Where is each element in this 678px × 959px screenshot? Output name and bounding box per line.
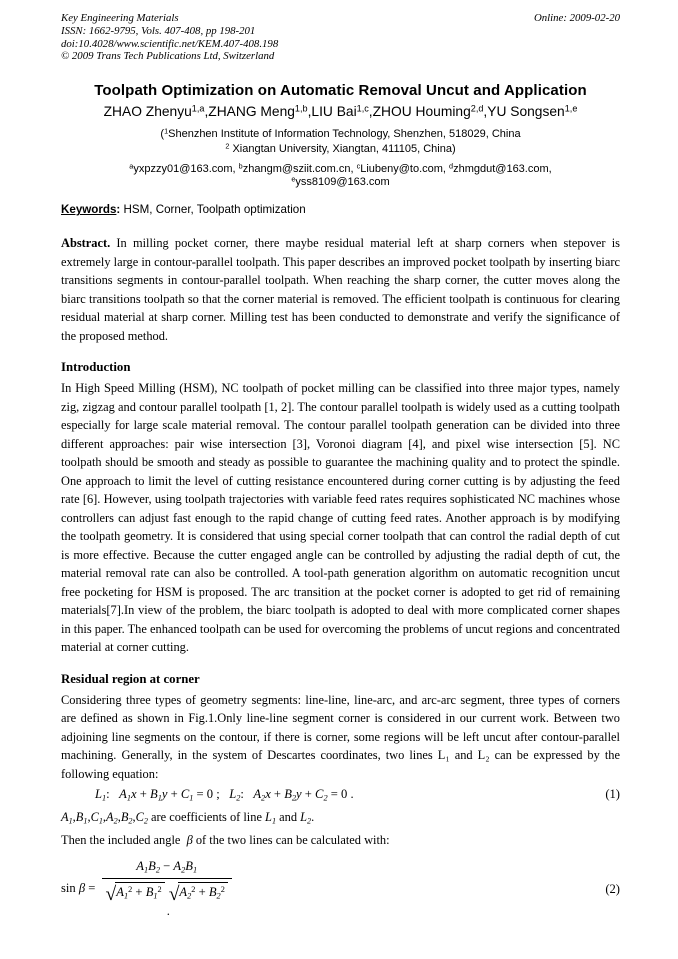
copyright-line: © 2009 Trans Tech Publications Ltd, Switzerland xyxy=(61,50,275,63)
sqrt-icon: √ xyxy=(168,883,180,905)
introduction-paragraph: In High Speed Milling (HSM), NC toolpath of pocket milling can be classified into three major types, namely zig, zigzag and contour parallel toolpath [1, 2]. The contour parallel toolpath is widely used as a cutting toolpath especially for large scale material removal. The contour parallel toolpath generation can be divided into three different approaches: pair wise intersection [3], Voronoi diagram [4], and pixel wise intersection [5]. NC toolpath should be smooth and steady as possible to guarantee the machining quality and to protect the spindle. One approach to limit the level of cutting resistance encountered during corner cutting is by adjusting the feed rate [6]. However, using toolpath trajectories with variable feed rates requires sophisticated NC machines whose controllers can adjust fast enough to the rapid change of cutting feed rates. Another approach is by modifying the toolpath geometry. It is considered that using special corner toolpath that can control the radial depth of cut is more effective. Because the cutter engaged angle can be controlled by adjusting the radial depth of cut, the material removal rate can also be controlled. A tool-path generation algorithm on automatic recognition uncut free pocketing for HSM is proposed. The arc transition at the pocket corner is adopted to get rid of remaining materials[7].In view of the problem, the biarc toolpath is adopted to deal with more complicated corner shapes in this paper. The enhanced toolpath can be used for overcoming the problems of uncut regions and concentrated material at corner cutting. xyxy=(61,381,620,655)
radical-1 xyxy=(105,882,165,905)
fraction-denominator xyxy=(102,878,232,905)
equation-2-body xyxy=(61,857,235,921)
issn-line: ISSN: 1662-9795, Vols. 407-408, pp 198-201 xyxy=(61,24,256,37)
abstract-label: Abstract. xyxy=(61,236,111,251)
keywords-label: Keywords xyxy=(61,203,117,217)
equation-2-number: (2) xyxy=(605,881,620,896)
abstract xyxy=(61,234,620,345)
radical-1-body: $A_1^2 + B_1^2$ xyxy=(115,882,164,902)
fraction xyxy=(102,857,232,921)
section-heading-residual-region: Residual region at corner xyxy=(61,671,200,686)
equation-1-number: (1) xyxy=(605,787,620,802)
residual-region-paragraph: Considering three types of geometry segments: line-line, line-arc, and arc-arc segment, three types of corners are defined as shown in Fig.1.Only line-line segment corner is considered in our current work. Between two adjoining line segments on the contour, if there is corner, some regions will be left uncut after contour-parallel machining. Generally, in the system of Descartes coordinates, two lines L₁ and L₂ can be expressed by the following equation: xyxy=(61,692,620,781)
keywords-line xyxy=(61,203,620,216)
radical-2 xyxy=(168,882,228,905)
fraction-numerator: $A_1B_2 - A_2B_1$ xyxy=(136,859,198,875)
equation-2 xyxy=(61,857,620,921)
doi-line: doi:10.4028/www.scientific.net/KEM.407-408.198 xyxy=(61,37,279,50)
affiliation-2: $^2$ Xiangtan University, Xiangtan, 411105, China) xyxy=(225,141,456,156)
abstract-text: In milling pocket corner, there maybe residual material left at sharp corners when stepover is extremely large in contour-parallel toolpath. This paper describes an improved pocket toolpath by inserting biarc transitions segments in contour-parallel toolpath. When reaching the sharp corner, the cutter moves along the biarc transitions toolpath so that the corner material is removed. The efficient toolpath is continuous for clearing residual material at sharp corner. Milling test has been conducted to demonstrate and verify the significance of the proposed method. xyxy=(61,236,620,343)
keywords-value: HSM, Corner, Toolpath optimization xyxy=(123,203,306,217)
included-angle-line: Then the included angle β of the two lines can be calculated with: xyxy=(61,832,390,847)
equation-2-trailing: . xyxy=(163,904,170,919)
coefficients-line: $A_1,B_1,C_1,A_2,B_2,C_2$ are coefficients of line $L_1$ and $L_2$. xyxy=(61,810,315,826)
equation-1 xyxy=(61,785,620,804)
sqrt-icon: √ xyxy=(105,883,117,905)
online-date: Online: 2009-02-20 xyxy=(533,12,620,24)
authors-line: ZHAO Zhenyu$^{1,a}$,ZHANG Meng$^{1,b}$,LIU Bai$^{1,c}$,ZHOU Houming$^{2,d}$,YU Songsen$^{1,e}$ xyxy=(103,103,578,120)
journal-header xyxy=(61,12,620,63)
section-heading-introduction: Introduction xyxy=(61,360,131,375)
author-emails-line-2: $^e$yss8109@163.com xyxy=(291,174,390,189)
keywords-colon: : xyxy=(116,203,121,217)
journal-name: Key Engineering Materials xyxy=(61,12,179,24)
journal-info xyxy=(61,12,278,63)
radical-2-body: $A_2^2 + B_2^2$ xyxy=(178,882,227,902)
page-title: Toolpath Optimization on Automatic Removal Uncut and Application xyxy=(94,82,587,100)
equation-2-lhs: sin β = xyxy=(61,881,99,896)
author-emails-line-1: $^a$yxpzzy01@163.com, $^b$zhangm@sziit.com.cn, $^c$Liubeny@to.com, $^d$zhmgdut@163.com, xyxy=(129,161,552,176)
equation-1-body: $L_1$: $A_1x + B_1y + C_1 = 0$ ; $L_2$: $A_2x + B_2y + C_2 = 0$ . xyxy=(95,787,354,803)
affiliation-1: ($^1$Shenzhen Institute of Information Technology, Shenzhen, 518029, China xyxy=(160,126,521,141)
